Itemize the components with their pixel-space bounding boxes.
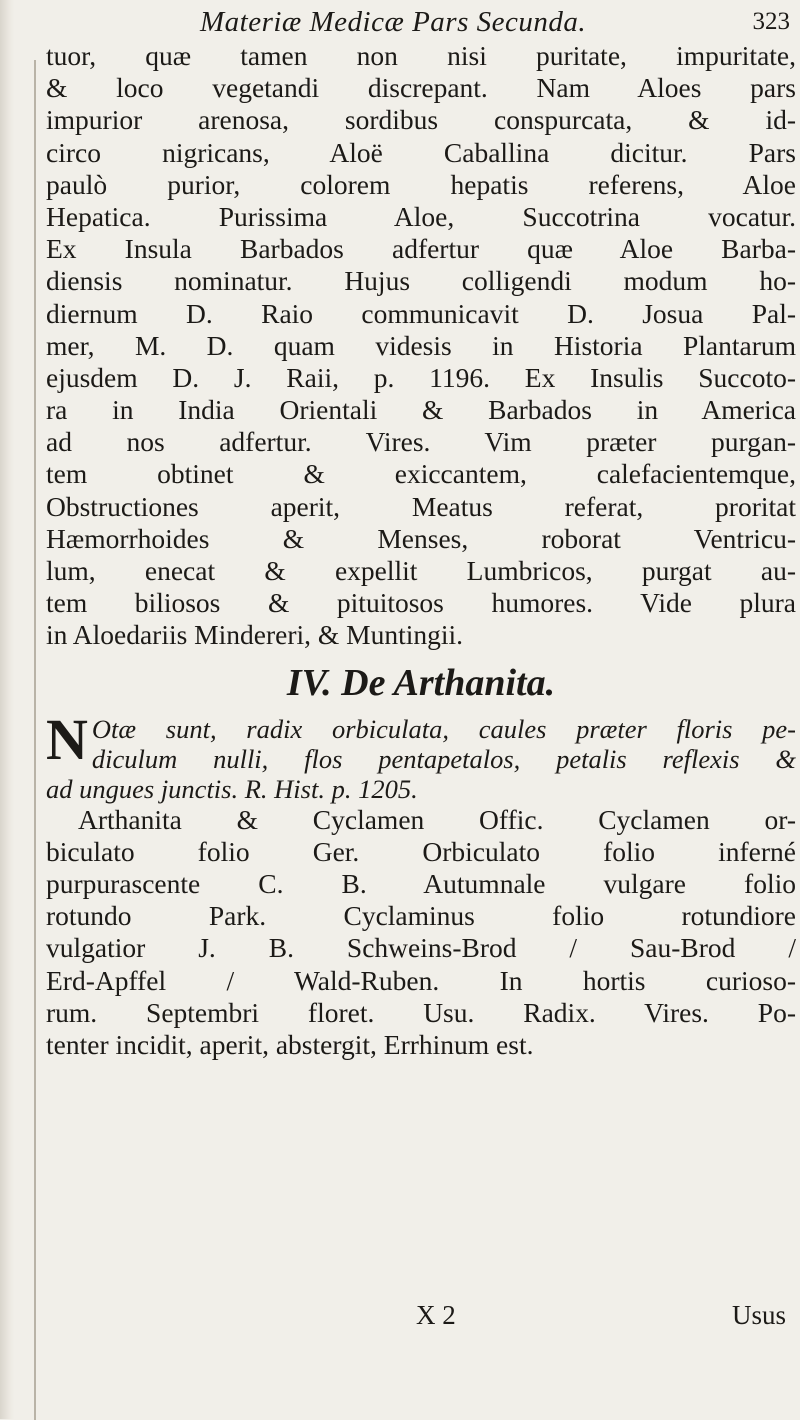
page-gutter bbox=[0, 0, 14, 1419]
note-line: ad ungues junctis. R. Hist. p. 1205. bbox=[46, 773, 418, 804]
text-line: Arthanita & Cyclamen Offic. Cyclamen or- bbox=[78, 803, 796, 835]
text-line: lum, enecat & expellit Lumbricos, purgat au- bbox=[46, 555, 796, 586]
running-title: Materiæ Medicæ Pars Secunda. bbox=[200, 6, 587, 38]
text-line: diernum D. Raio communicavit D. Josua Pal- bbox=[46, 297, 796, 329]
text-line: & loco vegetandi discrepant. Nam Aloes pars bbox=[46, 72, 796, 104]
text-line: rotundo Park. Cyclaminus folio rotundiore bbox=[46, 900, 796, 932]
text-line: Obstructiones aperit, Meatus referat, proritat bbox=[46, 490, 796, 522]
botanical-notes bbox=[46, 706, 796, 804]
text-line: impurior arenosa, sordibus conspurcata, & id- bbox=[46, 104, 796, 136]
text-line: paulò purior, colorem hepatis referens, Aloe bbox=[46, 168, 796, 200]
body-text bbox=[46, 40, 796, 1061]
running-head bbox=[200, 6, 790, 40]
text-line: ra in India Orientali & Barbados in America bbox=[46, 394, 796, 426]
paragraph-arthanita bbox=[46, 804, 796, 1062]
margin-rule bbox=[34, 60, 36, 1420]
text-line: mer, M. D. quam videsis in Historia Plantarum bbox=[46, 329, 796, 361]
drop-cap: N bbox=[46, 706, 88, 772]
catchword: Usus bbox=[731, 1300, 786, 1330]
text-line: tem biliosos & pituitosos humores. Vide plura bbox=[46, 587, 796, 619]
text-line: Hepatica. Purissima Aloe, Succotrina vocatur. bbox=[46, 200, 796, 232]
text-line: circo nigricans, Aloë Caballina dicitur. Pars bbox=[46, 136, 796, 168]
page-footer bbox=[46, 1300, 786, 1334]
text-line: Erd-Apffel / Wald-Ruben. In hortis curioso- bbox=[46, 964, 796, 996]
text-line: ad nos adfertur. Vires. Vim præter purgan- bbox=[46, 426, 796, 458]
text-line: Hæmorrhoides & Menses, roborat Ventricu- bbox=[46, 522, 796, 554]
text-line: biculato folio Ger. Orbiculato folio inferné bbox=[46, 835, 796, 867]
text-line: in Aloedariis Mindereri, & Muntingii. bbox=[46, 619, 464, 651]
page-number: 323 bbox=[752, 8, 790, 35]
text-line: purpurascente C. B. Autumnale vulgare folio bbox=[46, 867, 796, 899]
note-line: diculum nulli, flos pentapetalos, petalis reflexis & bbox=[91, 743, 796, 774]
section-heading: IV. De Arthanita. bbox=[286, 661, 556, 704]
text-line: rum. Septembri floret. Usu. Radix. Vires. Po- bbox=[46, 996, 796, 1028]
text-line: tenter incidit, aperit, abstergit, Errhinum est. bbox=[46, 1028, 534, 1060]
note-text: Otæ sunt, radix orbiculata, caules præter floris pe- bbox=[91, 713, 796, 744]
text-line: vulgatior J. B. Schweins-Brod / Sau-Brod / bbox=[46, 932, 796, 964]
text-line: tem obtinet & exiccantem, calefacientemque, bbox=[46, 458, 796, 490]
text-line: tuor, quæ tamen non nisi puritate, impuritate, bbox=[46, 40, 796, 71]
text-line: diensis nominatur. Hujus colligendi modum ho- bbox=[46, 265, 796, 297]
text-line: Ex Insula Barbados adfertur quæ Aloe Barba- bbox=[46, 233, 796, 265]
signature-mark: X 2 bbox=[416, 1300, 456, 1330]
text-line: ejusdem D. J. Raii, p. 1196. Ex Insulis Succoto- bbox=[46, 361, 796, 393]
paragraph-aloe bbox=[46, 40, 796, 652]
